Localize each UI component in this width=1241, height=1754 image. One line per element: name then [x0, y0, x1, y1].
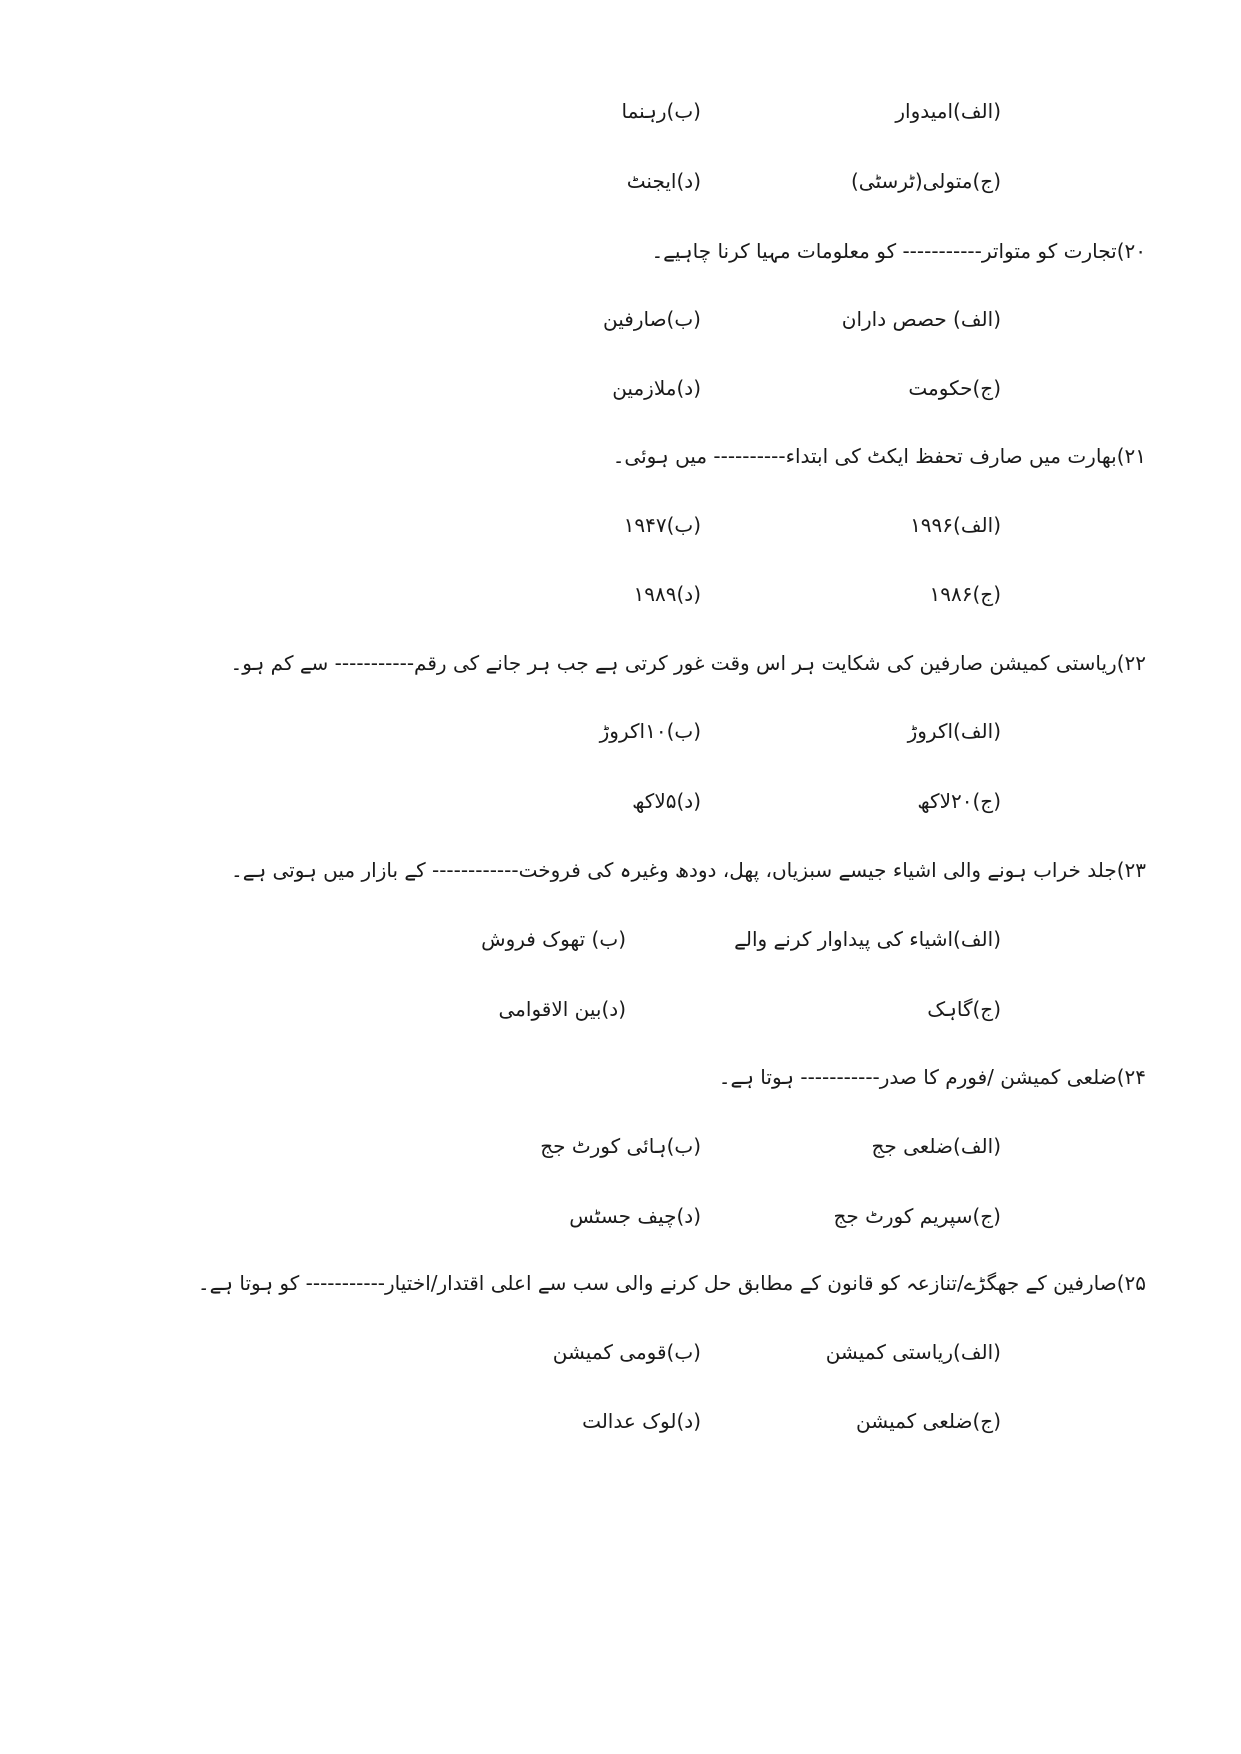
- q23-option-a: (الف)اشیاء کی پیداوار کرنے والے: [734, 927, 1001, 951]
- q24-option-d: (د)چیف جسٹس: [569, 1204, 701, 1228]
- q25-question: ۲۵)صارفین کے جھگڑے/تنازعہ کو قانون کے مطابق حل کرنے والی سب سے اعلی اقتدار/اختیار----------- کو ہوتا ہے۔: [197, 1271, 1146, 1295]
- q22-question: ۲۲)ریاستی کمیشن صارفین کی شکایت ہر اس وقت غور کرتی ہے جب ہر جانے کی رقم----------- سے کم ہو۔: [230, 651, 1146, 675]
- q19-option-a: (الف)امیدوار: [895, 99, 1001, 123]
- q22-option-b: (ب)۱۰اکروڑ: [599, 719, 701, 743]
- q21-option-a: (الف)۱۹۹۶: [910, 513, 1001, 537]
- q24-option-a: (الف)ضلعی جج: [871, 1134, 1001, 1158]
- q23-option-b: (ب) تھوک فروش: [481, 927, 626, 951]
- q22-option-a: (الف)اکروڑ: [907, 719, 1001, 743]
- q19-option-c: (ج)متولی(ٹرسٹی): [850, 169, 1001, 193]
- q23-question: ۲۳)جلد خراب ہونے والی اشیاء جیسے سبزیاں، پھل، دودھ وغیرہ کی فروخت------------ کے بازار میں ہوتی ہے۔: [231, 858, 1146, 882]
- q24-option-c: (ج)سپریم کورٹ جج: [833, 1204, 1001, 1228]
- q25-option-c: (ج)ضلعی کمیشن: [856, 1409, 1001, 1433]
- q24-option-b: (ب)ہائی کورٹ جج: [540, 1134, 701, 1158]
- q24-question: ۲۴)ضلعی کمیشن /فورم کا صدر----------- ہوتا ہے۔: [718, 1065, 1146, 1089]
- q19-option-b: (ب)رہنما: [621, 99, 701, 123]
- q23-option-c: (ج)گاہک: [927, 997, 1001, 1021]
- q20-option-c: (ج)حکومت: [908, 376, 1001, 400]
- q20-option-a: (الف) حصص داران: [841, 307, 1001, 331]
- q20-option-b: (ب)صارفین: [603, 307, 701, 331]
- q20-option-d: (د)ملازمین: [612, 376, 701, 400]
- q25-option-b: (ب)قومی کمیشن: [552, 1340, 701, 1364]
- q21-option-d: (د)۱۹۸۹: [633, 582, 701, 606]
- q19-option-d: (د)ایجنٹ: [626, 169, 701, 193]
- q22-option-d: (د)۵لاکھ: [632, 789, 701, 813]
- q22-option-c: (ج)۲۰لاکھ: [917, 789, 1001, 813]
- q21-option-b: (ب)۱۹۴۷: [623, 513, 701, 537]
- q25-option-a: (الف)ریاستی کمیشن: [825, 1340, 1001, 1364]
- q21-question: ۲۱)بھارت میں صارف تحفظ ایکٹ کی ابتداء---------- میں ہوئی۔: [612, 444, 1146, 468]
- q20-question: ۲۰)تجارت کو متواتر----------- کو معلومات مہیا کرنا چاہیے۔: [651, 239, 1146, 263]
- q21-option-c: (ج)۱۹۸۶: [929, 582, 1001, 606]
- q23-option-d: (د)بین الاقوامی: [498, 997, 626, 1021]
- q25-option-d: (د)لوک عدالت: [582, 1409, 701, 1433]
